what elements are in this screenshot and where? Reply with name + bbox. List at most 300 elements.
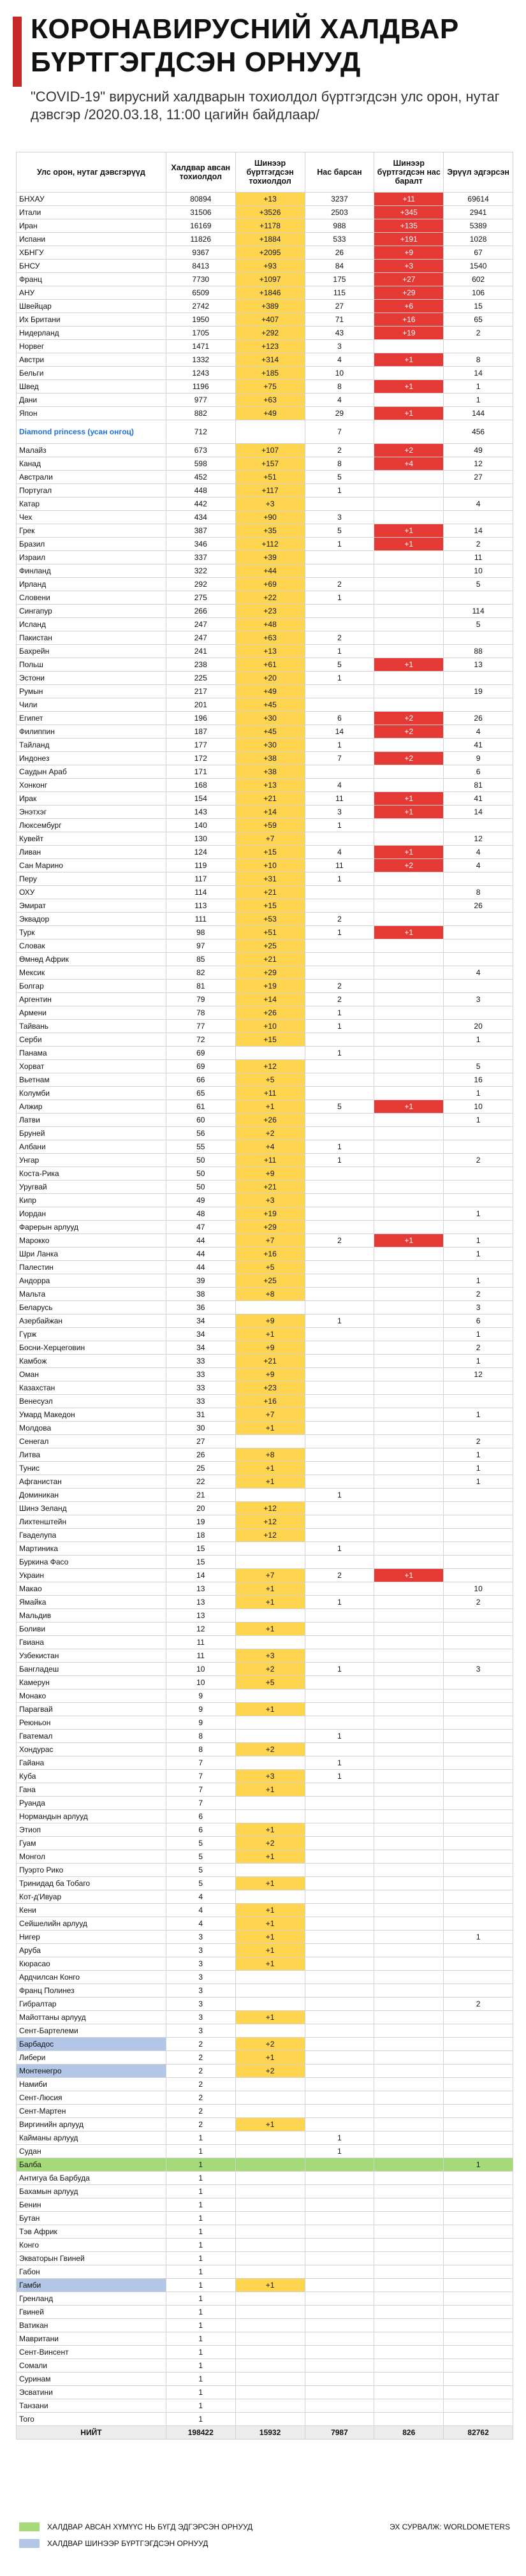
cell-recovered: 3 bbox=[444, 1663, 513, 1676]
table-row bbox=[17, 538, 513, 551]
cell-country: Иран bbox=[17, 219, 166, 233]
table-row bbox=[17, 1207, 513, 1221]
cell-deaths bbox=[305, 2011, 374, 2024]
table-row bbox=[17, 1408, 513, 1422]
cell-country: Итали bbox=[17, 206, 166, 219]
cell-new-cases: +51 bbox=[235, 926, 305, 939]
cell-deaths bbox=[305, 2252, 374, 2265]
cell-new-cases: +1178 bbox=[235, 219, 305, 233]
cell-recovered bbox=[444, 819, 513, 832]
cell-recovered bbox=[444, 2265, 513, 2279]
cell-total-cases: 1705 bbox=[166, 327, 235, 340]
table-row bbox=[17, 1033, 513, 1047]
table-row bbox=[17, 1435, 513, 1448]
cell-new-cases: +2 bbox=[235, 1837, 305, 1850]
cell-country: Конго bbox=[17, 2239, 166, 2252]
cell-country: Доминикан bbox=[17, 1489, 166, 1502]
cell-deaths bbox=[305, 2198, 374, 2212]
cell-total-cases: 1 bbox=[166, 2239, 235, 2252]
cell-country: Молдова bbox=[17, 1422, 166, 1435]
cell-country: Гвиней bbox=[17, 2306, 166, 2319]
table-row bbox=[17, 484, 513, 497]
table-row bbox=[17, 1489, 513, 1502]
cell-deaths: 43 bbox=[305, 327, 374, 340]
cell-total-cases: 9 bbox=[166, 1689, 235, 1703]
cell-recovered: 1 bbox=[444, 1234, 513, 1248]
cell-new-deaths bbox=[374, 2373, 444, 2386]
cell-new-cases: +13 bbox=[235, 645, 305, 658]
cell-new-deaths bbox=[374, 1288, 444, 1301]
cell-recovered: 19 bbox=[444, 685, 513, 698]
cell-new-deaths bbox=[374, 2239, 444, 2252]
cell-deaths bbox=[305, 685, 374, 698]
cell-total-cases: 3 bbox=[166, 1957, 235, 1971]
cell-new-cases bbox=[235, 1542, 305, 1556]
cell-total-cases: 5 bbox=[166, 1850, 235, 1864]
table-row bbox=[17, 846, 513, 859]
cell-recovered: 10 bbox=[444, 1582, 513, 1596]
cell-new-cases: +4 bbox=[235, 1140, 305, 1154]
cell-recovered: 1 bbox=[444, 1087, 513, 1100]
total-cases: 198422 bbox=[166, 2426, 235, 2440]
cell-recovered: 106 bbox=[444, 286, 513, 300]
cell-recovered bbox=[444, 1649, 513, 1663]
cell-country: Экваторын Гвиней bbox=[17, 2252, 166, 2265]
cell-new-cases: +1 bbox=[235, 1944, 305, 1957]
cell-country: Ирланд bbox=[17, 578, 166, 591]
cell-new-cases: +61 bbox=[235, 658, 305, 672]
table-row bbox=[17, 1636, 513, 1649]
table-row bbox=[17, 953, 513, 966]
cell-new-deaths bbox=[374, 1931, 444, 1944]
cell-deaths: 4 bbox=[305, 353, 374, 367]
cell-recovered: 81 bbox=[444, 779, 513, 792]
cell-deaths: 115 bbox=[305, 286, 374, 300]
cell-total-cases: 49 bbox=[166, 1194, 235, 1207]
cell-total-cases: 1 bbox=[166, 2332, 235, 2346]
cell-recovered bbox=[444, 2292, 513, 2306]
cell-recovered: 8 bbox=[444, 353, 513, 367]
cell-deaths: 4 bbox=[305, 846, 374, 859]
cell-new-deaths bbox=[374, 1181, 444, 1194]
cell-recovered bbox=[444, 2225, 513, 2239]
cell-new-cases bbox=[235, 1689, 305, 1703]
cell-recovered bbox=[444, 1957, 513, 1971]
cell-deaths bbox=[305, 1917, 374, 1931]
cell-new-cases: +2 bbox=[235, 1663, 305, 1676]
table-row bbox=[17, 2051, 513, 2064]
cell-deaths: 533 bbox=[305, 233, 374, 246]
cell-country: Хондурас bbox=[17, 1743, 166, 1756]
table-body bbox=[17, 193, 513, 2440]
table-row bbox=[17, 712, 513, 725]
cell-recovered: 12 bbox=[444, 832, 513, 846]
cell-new-cases: +38 bbox=[235, 752, 305, 765]
cell-total-cases: 3 bbox=[166, 1931, 235, 1944]
cell-country: Сент-Мартен bbox=[17, 2105, 166, 2118]
cell-recovered: 49 bbox=[444, 444, 513, 457]
total-deaths: 7987 bbox=[305, 2426, 374, 2440]
table-row bbox=[17, 327, 513, 340]
cell-deaths bbox=[305, 2265, 374, 2279]
cell-recovered: 602 bbox=[444, 273, 513, 286]
cell-new-deaths bbox=[374, 980, 444, 993]
cell-recovered bbox=[444, 2131, 513, 2145]
cell-recovered bbox=[444, 1850, 513, 1864]
cell-new-cases bbox=[235, 1609, 305, 1623]
cell-total-cases: 50 bbox=[166, 1181, 235, 1194]
cell-recovered: 41 bbox=[444, 739, 513, 752]
cell-new-cases bbox=[235, 2225, 305, 2239]
cell-new-cases: +1 bbox=[235, 1850, 305, 1864]
cell-recovered bbox=[444, 1864, 513, 1877]
table-row bbox=[17, 1877, 513, 1890]
table-row bbox=[17, 2292, 513, 2306]
cell-total-cases: 119 bbox=[166, 859, 235, 872]
cell-deaths: 4 bbox=[305, 779, 374, 792]
cell-new-deaths bbox=[374, 2064, 444, 2078]
cell-recovered bbox=[444, 698, 513, 712]
cell-country: Нидерланд bbox=[17, 327, 166, 340]
cell-total-cases: 9367 bbox=[166, 246, 235, 260]
cell-new-cases: +7 bbox=[235, 1569, 305, 1582]
cell-total-cases: 113 bbox=[166, 899, 235, 913]
cell-recovered bbox=[444, 631, 513, 645]
cell-new-deaths bbox=[374, 1489, 444, 1502]
cell-new-cases: +49 bbox=[235, 407, 305, 420]
cell-new-cases: +13 bbox=[235, 193, 305, 206]
cell-country: Люксембург bbox=[17, 819, 166, 832]
cell-new-cases: +389 bbox=[235, 300, 305, 313]
cell-country: Гамби bbox=[17, 2279, 166, 2292]
table-row bbox=[17, 1181, 513, 1194]
cell-country: Парагвай bbox=[17, 1703, 166, 1716]
cell-deaths: 1 bbox=[305, 672, 374, 685]
cell-deaths bbox=[305, 1783, 374, 1797]
cell-new-cases bbox=[235, 2105, 305, 2118]
table-row bbox=[17, 886, 513, 899]
cell-recovered bbox=[444, 1703, 513, 1716]
cell-deaths: 1 bbox=[305, 645, 374, 658]
cell-new-deaths bbox=[374, 2279, 444, 2292]
cell-new-deaths bbox=[374, 1649, 444, 1663]
cell-deaths: 1 bbox=[305, 1006, 374, 1020]
cell-new-cases: +7 bbox=[235, 832, 305, 846]
cell-total-cases: 217 bbox=[166, 685, 235, 698]
cell-country: Алжир bbox=[17, 1100, 166, 1114]
cell-deaths bbox=[305, 1877, 374, 1890]
cell-recovered: 1 bbox=[444, 1248, 513, 1261]
table-row bbox=[17, 444, 513, 457]
cell-total-cases: 7 bbox=[166, 1797, 235, 1810]
cell-new-cases: +19 bbox=[235, 1207, 305, 1221]
cell-country: Коста-Рика bbox=[17, 1167, 166, 1181]
cell-recovered bbox=[444, 939, 513, 953]
cell-new-deaths bbox=[374, 2105, 444, 2118]
cell-country: Камбож bbox=[17, 1355, 166, 1368]
cell-new-cases: +9 bbox=[235, 1368, 305, 1381]
cell-total-cases: 6 bbox=[166, 1823, 235, 1837]
table-row bbox=[17, 511, 513, 524]
cell-total-cases: 60 bbox=[166, 1114, 235, 1127]
cell-recovered: 14 bbox=[444, 367, 513, 380]
cell-new-deaths bbox=[374, 2051, 444, 2064]
cell-recovered: 1 bbox=[444, 1408, 513, 1422]
cell-total-cases: 1950 bbox=[166, 313, 235, 327]
cell-new-cases: +185 bbox=[235, 367, 305, 380]
cell-country: Сейшелийн арлууд bbox=[17, 1917, 166, 1931]
cell-new-deaths bbox=[374, 1837, 444, 1850]
cell-deaths bbox=[305, 2158, 374, 2172]
cell-deaths: 7 bbox=[305, 752, 374, 765]
cell-deaths bbox=[305, 1944, 374, 1957]
cell-new-cases bbox=[235, 1435, 305, 1448]
cell-new-deaths bbox=[374, 1341, 444, 1355]
cell-recovered: 144 bbox=[444, 407, 513, 420]
table-row bbox=[17, 1623, 513, 1636]
cell-country: Узбекистан bbox=[17, 1649, 166, 1663]
cell-total-cases: 27 bbox=[166, 1435, 235, 1448]
cell-recovered: 2 bbox=[444, 1596, 513, 1609]
table-row bbox=[17, 792, 513, 806]
cell-new-cases: +2095 bbox=[235, 246, 305, 260]
table-row bbox=[17, 672, 513, 685]
cell-deaths bbox=[305, 2118, 374, 2131]
cell-total-cases: 10 bbox=[166, 1676, 235, 1689]
cell-country: Эмират bbox=[17, 899, 166, 913]
cell-new-cases: +1 bbox=[235, 1957, 305, 1971]
cell-recovered bbox=[444, 1569, 513, 1582]
table-row bbox=[17, 1730, 513, 1743]
cell-new-deaths bbox=[374, 1823, 444, 1837]
cell-country: Перу bbox=[17, 872, 166, 886]
cell-new-cases: +25 bbox=[235, 1274, 305, 1288]
cell-country: Бангладеш bbox=[17, 1663, 166, 1676]
cell-deaths bbox=[305, 1114, 374, 1127]
cell-recovered: 2 bbox=[444, 1435, 513, 1448]
table-row bbox=[17, 2091, 513, 2105]
cell-country: Малайз bbox=[17, 444, 166, 457]
cell-country: Гана bbox=[17, 1783, 166, 1797]
cell-country: Испани bbox=[17, 233, 166, 246]
table-row bbox=[17, 1314, 513, 1328]
cell-new-cases bbox=[235, 2306, 305, 2319]
total-new-cases: 15932 bbox=[235, 2426, 305, 2440]
cell-country: Мартиника bbox=[17, 1542, 166, 1556]
cell-total-cases: 82 bbox=[166, 966, 235, 980]
cell-new-cases: +30 bbox=[235, 712, 305, 725]
cell-deaths: 3237 bbox=[305, 193, 374, 206]
cell-new-cases: +20 bbox=[235, 672, 305, 685]
cell-country: Иордан bbox=[17, 1207, 166, 1221]
cell-deaths bbox=[305, 2051, 374, 2064]
cell-recovered bbox=[444, 1006, 513, 1020]
cell-new-deaths bbox=[374, 1636, 444, 1649]
cell-deaths bbox=[305, 939, 374, 953]
table-row bbox=[17, 2359, 513, 2373]
cell-new-cases bbox=[235, 1556, 305, 1569]
cell-recovered: 2 bbox=[444, 1998, 513, 2011]
cell-new-deaths: +2 bbox=[374, 859, 444, 872]
cell-new-deaths: +1 bbox=[374, 926, 444, 939]
cell-country: Хорват bbox=[17, 1060, 166, 1073]
cell-total-cases: 111 bbox=[166, 913, 235, 926]
cell-new-cases: +15 bbox=[235, 1033, 305, 1047]
cell-total-cases: 201 bbox=[166, 698, 235, 712]
cell-recovered bbox=[444, 2091, 513, 2105]
cell-country: Латви bbox=[17, 1114, 166, 1127]
cell-country: Энэтхэг bbox=[17, 806, 166, 819]
cell-new-deaths bbox=[374, 1810, 444, 1823]
cell-country: Умард Македон bbox=[17, 1408, 166, 1422]
cell-deaths bbox=[305, 1515, 374, 1529]
cell-total-cases: 50 bbox=[166, 1154, 235, 1167]
cell-deaths: 27 bbox=[305, 300, 374, 313]
table-row bbox=[17, 658, 513, 672]
cell-new-deaths bbox=[374, 1462, 444, 1475]
cell-new-cases: +3 bbox=[235, 1649, 305, 1663]
cell-total-cases: 79 bbox=[166, 993, 235, 1006]
cell-deaths bbox=[305, 1971, 374, 1984]
cell-new-cases: +35 bbox=[235, 524, 305, 538]
cell-new-deaths bbox=[374, 2359, 444, 2373]
cell-total-cases: 2 bbox=[166, 2118, 235, 2131]
cell-country: Эстони bbox=[17, 672, 166, 685]
cell-recovered bbox=[444, 1743, 513, 1756]
cell-new-deaths bbox=[374, 578, 444, 591]
cell-new-cases: +21 bbox=[235, 792, 305, 806]
cell-recovered bbox=[444, 1181, 513, 1194]
source-label: ЭХ СУРВАЛЖ: WORLDOMETERS bbox=[390, 2522, 510, 2531]
cell-new-cases bbox=[235, 1810, 305, 1823]
cell-country: Босни-Херцеговин bbox=[17, 1341, 166, 1355]
cell-total-cases: 9 bbox=[166, 1703, 235, 1716]
cell-new-deaths bbox=[374, 953, 444, 966]
cell-new-deaths bbox=[374, 1047, 444, 1060]
cell-new-deaths bbox=[374, 1274, 444, 1288]
cell-country: Тайвань bbox=[17, 1020, 166, 1033]
cell-new-cases bbox=[235, 2413, 305, 2426]
cell-deaths bbox=[305, 1261, 374, 1274]
cell-recovered bbox=[444, 484, 513, 497]
cell-new-deaths bbox=[374, 739, 444, 752]
table-row bbox=[17, 819, 513, 832]
cell-country: Сент-Винсент bbox=[17, 2346, 166, 2359]
table-row bbox=[17, 685, 513, 698]
cell-deaths: 1 bbox=[305, 2131, 374, 2145]
cell-new-cases: +8 bbox=[235, 1448, 305, 1462]
cell-recovered: 8 bbox=[444, 886, 513, 899]
table-row bbox=[17, 2064, 513, 2078]
table-row bbox=[17, 2131, 513, 2145]
cell-new-deaths bbox=[374, 966, 444, 980]
cell-country: Эсватини bbox=[17, 2386, 166, 2399]
cell-recovered bbox=[444, 872, 513, 886]
cell-deaths bbox=[305, 1582, 374, 1596]
cell-total-cases: 66 bbox=[166, 1073, 235, 1087]
cell-total-cases: 3 bbox=[166, 1944, 235, 1957]
cell-total-cases: 2 bbox=[166, 2091, 235, 2105]
cell-country: Украин bbox=[17, 1569, 166, 1582]
cell-country: Куба bbox=[17, 1770, 166, 1783]
cell-country: Бразил bbox=[17, 538, 166, 551]
table-row bbox=[17, 1716, 513, 1730]
cell-total-cases: 44 bbox=[166, 1248, 235, 1261]
cell-total-cases: 48 bbox=[166, 1207, 235, 1221]
cell-recovered: 11 bbox=[444, 551, 513, 564]
cell-new-cases bbox=[235, 1730, 305, 1743]
cell-new-cases: +123 bbox=[235, 340, 305, 353]
cell-recovered: 1 bbox=[444, 394, 513, 407]
cell-total-cases: 1 bbox=[166, 2386, 235, 2399]
cell-new-deaths: +1 bbox=[374, 524, 444, 538]
cell-new-deaths bbox=[374, 1756, 444, 1770]
cell-new-cases: +7 bbox=[235, 1408, 305, 1422]
cell-recovered: 1 bbox=[444, 1207, 513, 1221]
cell-recovered bbox=[444, 1676, 513, 1689]
cell-new-cases bbox=[235, 1047, 305, 1060]
table-row bbox=[17, 1582, 513, 1596]
cell-total-cases: 2 bbox=[166, 2038, 235, 2051]
cell-country: Мальдив bbox=[17, 1609, 166, 1623]
table-row bbox=[17, 980, 513, 993]
cell-country: Мексик bbox=[17, 966, 166, 980]
cell-country: Палестин bbox=[17, 1261, 166, 1274]
cell-country: Сомали bbox=[17, 2359, 166, 2373]
cell-new-cases bbox=[235, 1984, 305, 1998]
cell-country: Diamond princess (усан онгоц) bbox=[17, 420, 166, 444]
cell-deaths bbox=[305, 1837, 374, 1850]
cell-total-cases: 1 bbox=[166, 2306, 235, 2319]
cell-total-cases: 14 bbox=[166, 1569, 235, 1582]
table-row bbox=[17, 1448, 513, 1462]
cell-new-deaths bbox=[374, 2118, 444, 2131]
cell-deaths bbox=[305, 953, 374, 966]
cell-recovered: 456 bbox=[444, 420, 513, 444]
cell-total-cases: 1 bbox=[166, 2413, 235, 2426]
cell-country: Индонез bbox=[17, 752, 166, 765]
cell-new-deaths: +1 bbox=[374, 353, 444, 367]
cell-country: Руанда bbox=[17, 1797, 166, 1810]
cell-new-cases: +12 bbox=[235, 1502, 305, 1515]
cell-new-cases: +1 bbox=[235, 1422, 305, 1435]
cell-new-deaths bbox=[374, 2038, 444, 2051]
cell-new-deaths bbox=[374, 1006, 444, 1020]
cell-recovered: 10 bbox=[444, 1100, 513, 1114]
cell-new-deaths bbox=[374, 1850, 444, 1864]
cell-total-cases: 598 bbox=[166, 457, 235, 471]
cell-total-cases: 1 bbox=[166, 2279, 235, 2292]
cell-deaths bbox=[305, 2373, 374, 2386]
cell-country: Гватемал bbox=[17, 1730, 166, 1743]
cell-total-cases: 2 bbox=[166, 2051, 235, 2064]
table-row bbox=[17, 1368, 513, 1381]
cell-recovered bbox=[444, 1221, 513, 1234]
cell-deaths bbox=[305, 1288, 374, 1301]
header-recovered: Эрүүл эдгэрсэн bbox=[444, 152, 513, 193]
cell-total-cases: 33 bbox=[166, 1368, 235, 1381]
cell-new-cases: +1 bbox=[235, 1783, 305, 1797]
cell-country: Монгол bbox=[17, 1850, 166, 1864]
cell-total-cases: 196 bbox=[166, 712, 235, 725]
cell-country: Албани bbox=[17, 1140, 166, 1154]
cell-new-deaths: +27 bbox=[374, 273, 444, 286]
cell-deaths bbox=[305, 1355, 374, 1368]
cell-total-cases: 177 bbox=[166, 739, 235, 752]
cell-total-cases: 2 bbox=[166, 2105, 235, 2118]
header-deaths: Нас барсан bbox=[305, 152, 374, 193]
cell-deaths bbox=[305, 1073, 374, 1087]
